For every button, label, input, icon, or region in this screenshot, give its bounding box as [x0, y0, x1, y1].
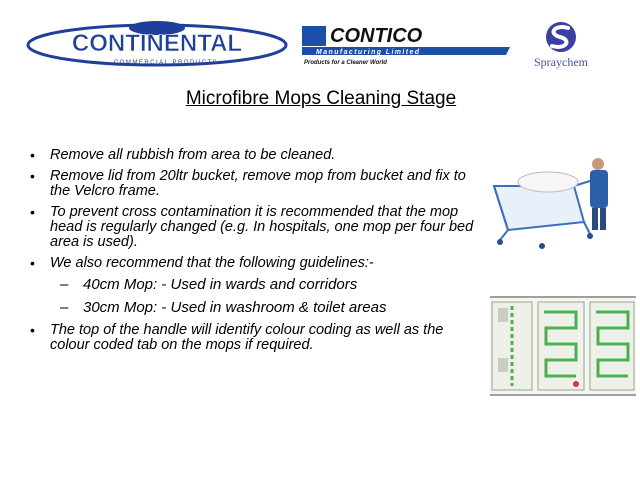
contico-logo: [300, 22, 510, 66]
contico-logo-name: CONTICO: [330, 25, 423, 47]
contico-logo-tagline: Products for a Cleaner World: [304, 60, 387, 66]
mop-trolley-image: [486, 152, 614, 252]
spraychem-logo: [518, 20, 604, 70]
floor-plan-image: [490, 296, 636, 396]
bullet-list: [28, 148, 478, 359]
sub-bullet-item: – 40cm Mop: - Used in wards and corridors: [28, 277, 478, 292]
bullet-item: • Remove all rubbish from area to be cleaned.: [28, 148, 478, 163]
slide-title: Microfibre Mops Cleaning Stage: [185, 88, 457, 109]
sub-bullet-item: – 30cm Mop: - Used in washroom & toilet areas: [28, 300, 478, 315]
bullet-item: • The top of the handle will identify colour coding as well as the colour coded tab on the mops if required.: [28, 323, 478, 353]
continental-logo-name: CONTINENTAL: [71, 30, 243, 57]
bullet-item: • Remove lid from 20ltr bucket, remove mop from bucket and fix to the Velcro frame.: [28, 169, 478, 199]
continental-logo: [26, 20, 288, 68]
bullet-item: • We also recommend that the following guidelines:-: [28, 256, 478, 271]
bullet-item: • To prevent cross contamination it is recommended that the mop head is regularly changed (e.g. In hospitals, one mop per four bed area is used).: [28, 205, 478, 250]
continental-logo-sub: COMMERCIAL PRODUCTS: [113, 60, 219, 66]
spraychem-logo-name: Spraychem: [534, 55, 588, 69]
contico-logo-sub: Manufacturing Limited: [316, 49, 421, 56]
